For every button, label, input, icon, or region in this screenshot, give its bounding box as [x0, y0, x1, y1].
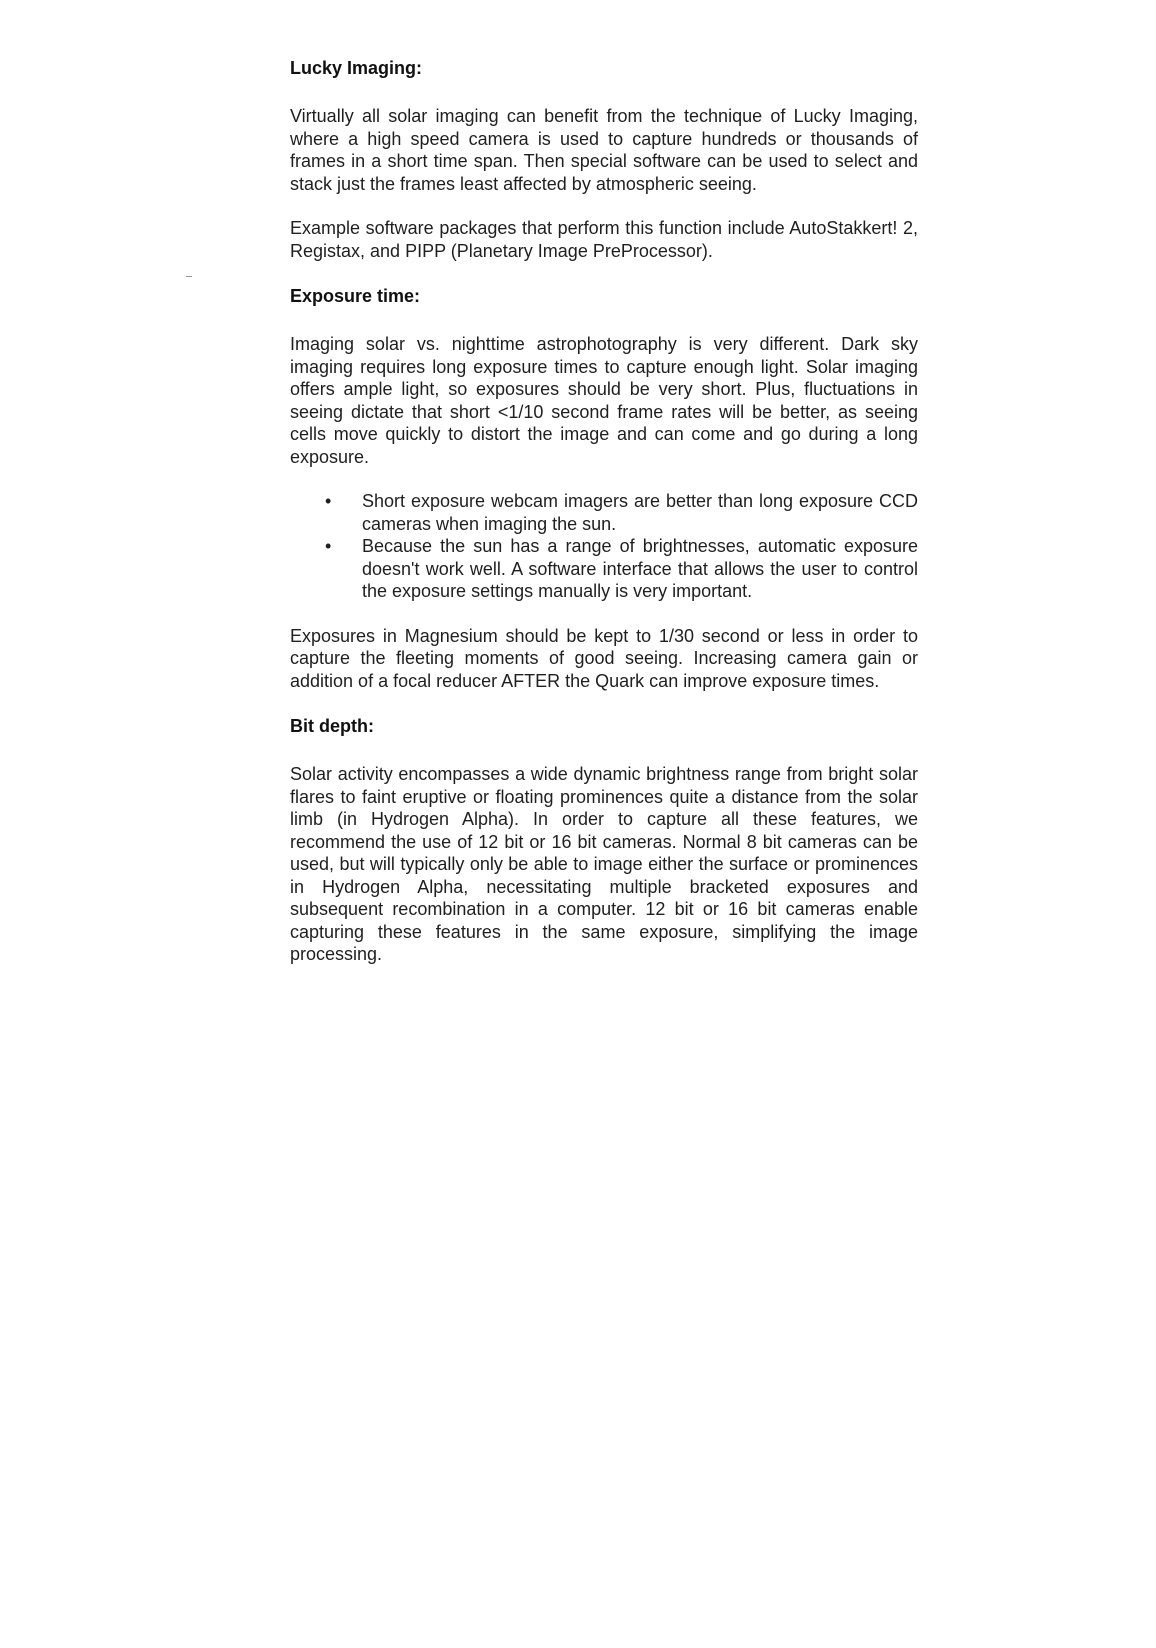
exposure-bullet-list [290, 490, 918, 603]
section-heading-bit-depth: Bit depth: [290, 716, 374, 736]
section-heading-lucky-imaging: Lucky Imaging: [290, 58, 423, 78]
scan-artifact-mark [186, 276, 192, 277]
bullet-item-webcam-imagers [290, 490, 918, 535]
bullet-dot-icon: • [325, 536, 332, 556]
bullet-item-text: Short exposure webcam imagers are better than long exposure CCD cameras when imaging the sun. [362, 491, 918, 534]
paragraph-exposure-time-intro: Imaging solar vs. nighttime astrophotography is very different. Dark sky imaging requires long exposure times to capture enough light. Solar imaging offers ample light, so exposures should be very short. Plus, fluctuations in seeing dictate that short <1/10 second frame rates will be better, as seeing cells move quickly to distort the image and can come and go during a long exposure. [290, 334, 918, 467]
document-body [290, 56, 918, 966]
bullet-item-manual-exposure [290, 535, 918, 603]
bullet-item-text: Because the sun has a range of brightnesses, automatic exposure doesn't work well. A software interface that allows the user to control the exposure settings manually is very important. [362, 536, 918, 601]
paragraph-lucky-imaging-software: Example software packages that perform this function include AutoStakkert! 2, Registax, and PIPP (Planetary Image PreProcessor). [290, 218, 918, 261]
paragraph-exposure-magnesium: Exposures in Magnesium should be kept to 1/30 second or less in order to capture the fleeting moments of good seeing. Increasing camera gain or addition of a focal reducer AFTER the Quark can improve exposure times. [290, 625, 918, 691]
paragraph-lucky-imaging-intro: Virtually all solar imaging can benefit from the technique of Lucky Imaging, where a high speed camera is used to capture hundreds or thousands of frames in a short time span. Then special software can be used to select and stack just the frames least affected by atmospheric seeing. [290, 106, 918, 194]
bullet-dot-icon: • [325, 491, 332, 511]
section-heading-exposure-time: Exposure time: [290, 286, 421, 306]
paragraph-bit-depth: Solar activity encompasses a wide dynamic brightness range from bright solar flares to faint eruptive or floating prominences quite a distance from the solar limb (in Hydrogen Alpha). In order to capture all these features, we recommend the use of 12 bit or 16 bit cameras. Normal 8 bit cameras can be used, but will typically only be able to image either the surface or prominences in Hydrogen Alpha, necessitating multiple bracketed exposures and subsequent recombination in a computer. 12 bit or 16 bit cameras enable capturing these features in the same exposure, simplifying the image processing. [290, 764, 918, 964]
